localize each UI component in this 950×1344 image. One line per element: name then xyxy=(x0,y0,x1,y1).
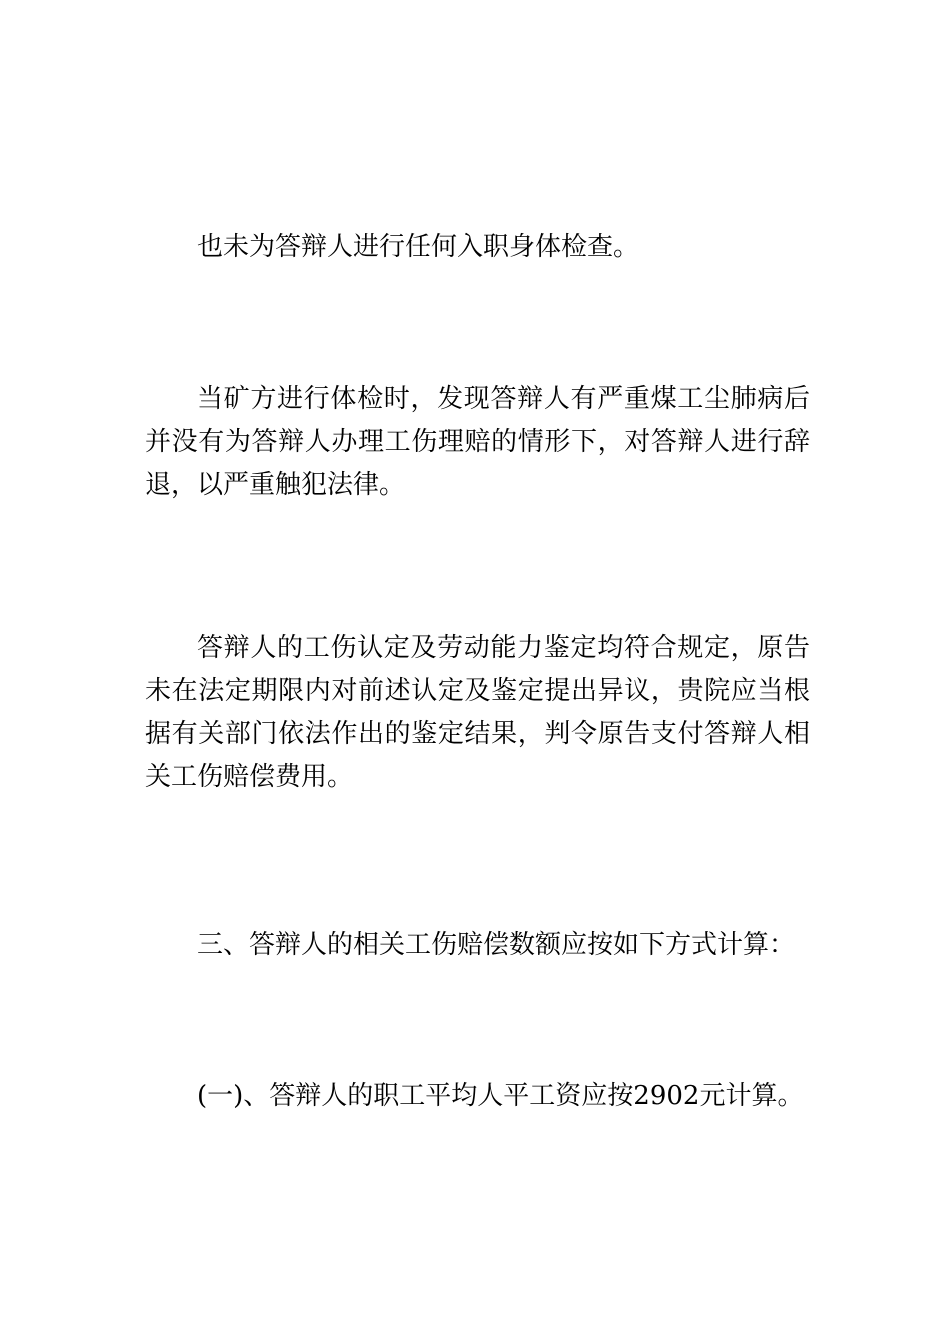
section-heading-compensation: 三、答辩人的相关工伤赔偿数额应按如下方式计算： xyxy=(197,930,796,960)
paragraph-dismissal: 当矿方进行体检时，发现答辩人有严重煤工尘肺病后并没有为答辩人办理工伤理赔的情形下，对答辩人进行辞退，以严重触犯法律。 xyxy=(145,384,810,500)
paragraph-average-wage: (一)、答辩人的职工平均人平工资应按2902元计算。 xyxy=(197,1081,804,1111)
paragraph-injury-determination: 答辩人的工伤认定及劳动能力鉴定均符合规定，原告未在法定期限内对前述认定及鉴定提出异议，贵院应当根据有关部门依法作出的鉴定结果，判令原告支付答辩人相关工伤赔偿费用。 xyxy=(145,633,810,792)
paragraph-no-physical-exam: 也未为答辩人进行任何入职身体检查。 xyxy=(197,232,640,262)
